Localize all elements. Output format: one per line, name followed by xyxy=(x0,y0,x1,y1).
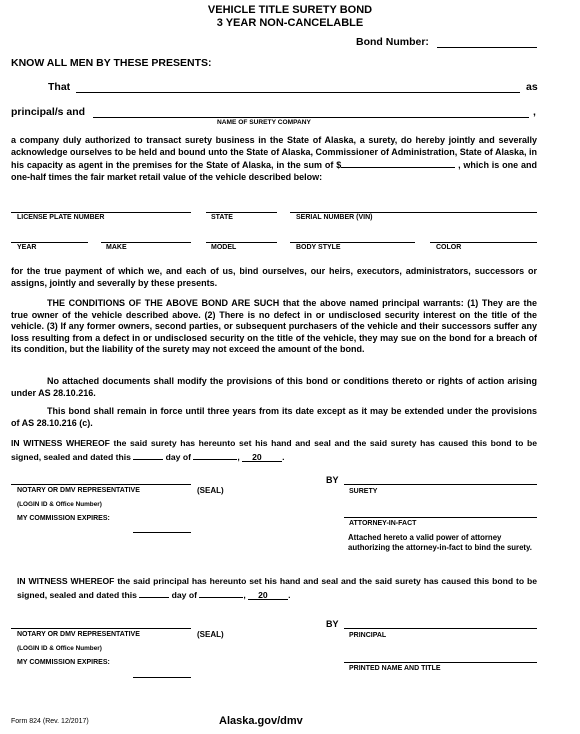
witness1-day-field[interactable] xyxy=(133,450,163,460)
license-plate-caption: LICENSE PLATE NUMBER xyxy=(17,214,105,221)
notary-caption-1: NOTARY OR DMV REPRESENTATIVE xyxy=(17,487,140,494)
paragraph-1-text: a company duly authorized to transact surety business in the State of Alaska, a surety, do hereby jointly and severally acknowledge ourselves to be held and bound unto the State of Alaska, Commissioner of Administration, State of Alaska, in his capacity as agent in the premises for the State of Alaska, in the sum of xyxy=(11,135,537,171)
paragraph-1-text-after: , which is one and one-half times the fair market retail value of the vehicle described below: xyxy=(11,160,537,182)
document-subtitle: 3 YEAR NON-CANCELABLE xyxy=(216,17,364,29)
power-of-attorney-note: Attached hereto a valid power of attorney authorizing the attorney-in-fact to bind the surety. xyxy=(348,533,532,552)
witness-principal-text: IN WITNESS WHEREOF the said principal has hereunto set his hand and seal and the said surety has caused this bond to be signed, sealed and dated this xyxy=(17,576,537,600)
witness-surety-text: IN WITNESS WHEREOF the said surety has hereunto set his hand and seal and the said surety has caused this bond to be signed, sealed and dated this xyxy=(11,438,537,462)
attorney-caption: ATTORNEY-IN-FACT xyxy=(349,520,417,527)
bond-paragraph-4: No attached documents shall modify the provisions of this bond or conditions thereto or rights of action arising under AS 28.10.216. xyxy=(11,376,537,398)
principal-signature[interactable] xyxy=(344,628,537,629)
that-label: That xyxy=(48,81,71,93)
serial-caption: SERIAL NUMBER (VIN) xyxy=(296,214,373,221)
commission-expires-field-2[interactable] xyxy=(133,677,191,678)
printed-name-field[interactable] xyxy=(344,662,537,663)
by-label-1: BY xyxy=(326,475,339,485)
commission-caption-2: MY COMMISSION EXPIRES: xyxy=(17,659,110,666)
state-field[interactable] xyxy=(206,212,277,213)
surety-caption: SURETY xyxy=(349,488,378,495)
witness-principal-paragraph: IN WITNESS WHEREOF the said principal has hereunto set his hand and seal and the said surety has caused this bond to be signed, sealed and dated this day of , 20 . xyxy=(17,576,537,600)
form-number: Form 824 (Rev. 12/2017) xyxy=(11,718,89,725)
witness-surety-paragraph: IN WITNESS WHEREOF the said surety has hereunto set his hand and seal and the said surety has caused this bond to be signed, sealed and dated this day of , 20 . xyxy=(11,438,537,462)
commission-expires-field-1[interactable] xyxy=(133,532,191,533)
attorney-signature[interactable] xyxy=(344,517,537,518)
login-caption-2: (LOGIN ID & Office Number) xyxy=(17,645,102,652)
document-title: VEHICLE TITLE SURETY BOND xyxy=(207,4,373,16)
surety-company-field[interactable] xyxy=(93,117,529,118)
body-style-field[interactable] xyxy=(290,242,415,243)
model-field[interactable] xyxy=(206,242,277,243)
license-plate-field[interactable] xyxy=(11,212,191,213)
printed-name-caption: PRINTED NAME AND TITLE xyxy=(349,665,441,672)
notary-caption-2: NOTARY OR DMV REPRESENTATIVE xyxy=(17,631,140,638)
witness2-day-of: day of xyxy=(171,589,197,600)
make-caption: MAKE xyxy=(106,244,127,251)
body-style-caption: BODY STYLE xyxy=(296,244,341,251)
serial-field[interactable] xyxy=(290,212,537,213)
principal-name-field[interactable] xyxy=(76,92,520,93)
principal-label: principal/s and xyxy=(11,106,86,118)
website-link[interactable]: Alaska.gov/dmv xyxy=(219,715,303,727)
witness2-year-prefix: 20 xyxy=(258,589,268,600)
by-label-2: BY xyxy=(326,619,339,629)
witness2-month-field[interactable] xyxy=(199,588,243,598)
witness1-year-field[interactable] xyxy=(242,452,282,462)
comma-label: , xyxy=(533,106,536,118)
notary-signature-2[interactable] xyxy=(11,628,191,629)
dollar-sign: $ xyxy=(336,160,342,171)
model-caption: MODEL xyxy=(211,244,237,251)
witness2-year-field[interactable] xyxy=(248,590,288,600)
login-caption-1: (LOGIN ID & Office Number) xyxy=(17,501,102,508)
color-caption: COLOR xyxy=(436,244,462,251)
seal-label-2: (SEAL) xyxy=(197,630,224,639)
commission-caption-1: MY COMMISSION EXPIRES: xyxy=(17,515,110,522)
bond-paragraph-2: for the true payment of which we, and each of us, bind ourselves, our heirs, executors, administrators, successors or assigns, jointly and severally by these presents. xyxy=(11,266,537,288)
bond-paragraph-5: This bond shall remain in force until three years from its date except as it may be extended under the provisions of AS 28.10.216 (c). xyxy=(11,406,537,428)
bond-number-field[interactable] xyxy=(437,47,537,48)
witness1-day-of: day of xyxy=(165,451,191,462)
bond-amount-field[interactable] xyxy=(341,158,455,168)
seal-label-1: (SEAL) xyxy=(197,486,224,495)
witness1-month-field[interactable] xyxy=(193,450,237,460)
surety-company-caption: NAME OF SURETY COMPANY xyxy=(217,119,311,126)
year-field[interactable] xyxy=(11,242,88,243)
state-caption: STATE xyxy=(211,214,233,221)
color-field[interactable] xyxy=(430,242,537,243)
notary-signature-1[interactable] xyxy=(11,484,191,485)
witness1-year-prefix: 20 xyxy=(252,451,262,462)
bond-paragraph-1 xyxy=(11,135,537,183)
year-caption: YEAR xyxy=(17,244,37,251)
bond-paragraph-3: THE CONDITIONS OF THE ABOVE BOND ARE SUCH that the above named principal warrants: (1) They are the true owner of the vehicle described above. (2) There is no defect in or undisclosed security interest on the title of the vehicle. (3) If any former owners, second parties, or subsequent purchasers of the vehicle and their successors suffer any loss resulting from a defect in or undisclosed security on the title of the vehicle, they may sue on the bond for a breach of its condition, but the liability of the surety may not exceed the amount of the bond. xyxy=(11,298,537,355)
make-field[interactable] xyxy=(101,242,191,243)
witness2-day-field[interactable] xyxy=(139,588,169,598)
as-label: as xyxy=(526,81,538,93)
know-all-heading: KNOW ALL MEN BY THESE PRESENTS: xyxy=(11,57,212,69)
bond-number-label: Bond Number: xyxy=(356,36,429,48)
surety-signature[interactable] xyxy=(344,484,537,485)
principal-caption: PRINCIPAL xyxy=(349,632,387,639)
